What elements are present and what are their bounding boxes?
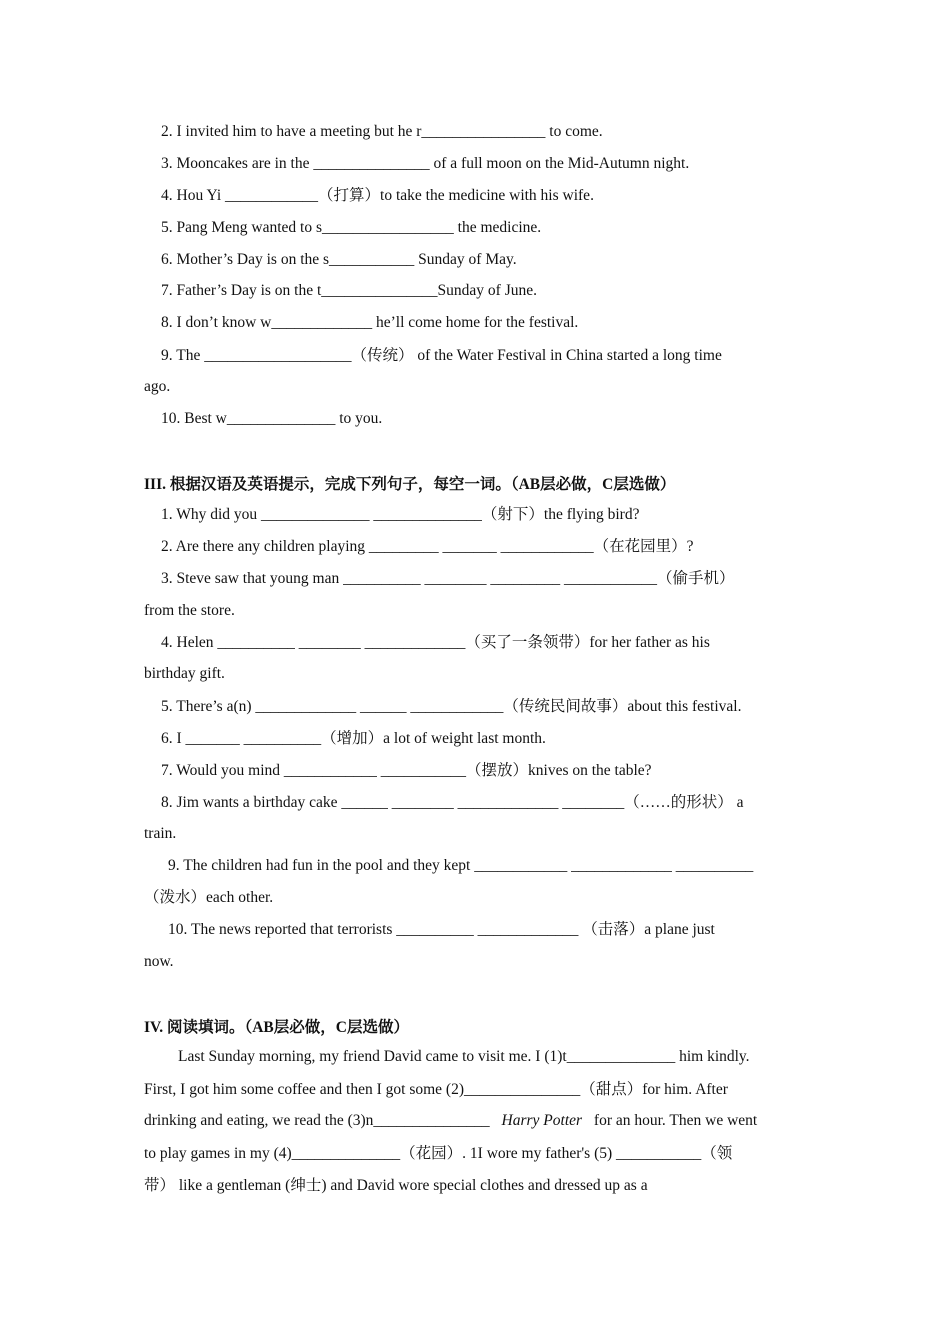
section3-item-9-continued: （泼水）each other. (144, 889, 274, 906)
section-3-heading: III. 根据汉语及英语提示，完成下列句子，每空一词。（AB层必做，C层选做） (144, 476, 676, 493)
section3-item-7: 7. Would you mind ____________ ___________（摆放）knives on the table? (161, 762, 652, 779)
passage-line-1: Last Sunday morning, my friend David came to visit me. I (1)t______________ him kindly. (178, 1048, 750, 1065)
exercise-item-6: 6. Mother’s Day is on the s___________ Sunday of May. (161, 251, 517, 268)
section3-item-10-continued: now. (144, 953, 174, 970)
section3-item-3: 3. Steve saw that young man __________ ________ _________ ____________（偷手机） (161, 570, 735, 587)
section-4-heading: IV. 阅读填词。（AB层必做，C层选做） (144, 1019, 409, 1036)
exercise-item-4: 4. Hou Yi ____________（打算）to take the medicine with his wife. (161, 187, 594, 204)
section3-item-3-continued: from the store. (144, 602, 235, 619)
section3-item-2: 2. Are there any children playing _________ _______ ____________（在花园里）? (161, 538, 694, 555)
exercise-item-8: 8. I don’t know w_____________ he’ll come home for the festival. (161, 314, 579, 331)
section3-item-10: 10. The news reported that terrorists __________ _____________ （击落）a plane just (168, 921, 715, 938)
section3-item-4: 4. Helen __________ ________ _____________（买了一条领带）for her father as his (161, 634, 710, 651)
exercise-item-5: 5. Pang Meng wanted to s_________________ the medicine. (161, 219, 542, 236)
passage-line-3 (144, 1111, 757, 1131)
section3-item-1: 1. Why did you ______________ ______________（射下）the flying bird? (161, 506, 640, 523)
passage-line-5: 带） like a gentleman (绅士) and David wore special clothes and dressed up as a (144, 1177, 648, 1194)
passage-line-4: to play games in my (4)______________（花园）. 1I wore my father's (5) ___________（领 (144, 1145, 733, 1162)
passage-line-2: First, I got him some coffee and then I got some (2)_______________（甜点）for him. After (144, 1081, 728, 1098)
section3-item-6: 6. I _______ __________（增加）a lot of weight last month. (161, 730, 546, 747)
exercise-item-9: 9. The ___________________（传统） of the Water Festival in China started a long time (161, 347, 722, 364)
exercise-item-10: 10. Best w______________ to you. (161, 410, 383, 427)
book-title: Harry Potter (501, 1112, 583, 1129)
exercise-item-9-continued: ago. (144, 378, 171, 395)
section3-item-8-continued: train. (144, 825, 177, 842)
passage-line-3-text: drinking and eating, we read the (3)n_______________ (144, 1112, 490, 1129)
section3-item-8: 8. Jim wants a birthday cake ______ ________ _____________ ________（……的形状） a (161, 794, 744, 811)
exercise-item-3: 3. Mooncakes are in the _______________ of a full moon on the Mid-Autumn night. (161, 155, 690, 172)
section3-item-9: 9. The children had fun in the pool and they kept ____________ _____________ __________ (168, 857, 754, 874)
passage-line-3-end: for an hour. Then we went (593, 1112, 758, 1129)
section3-item-4-continued: birthday gift. (144, 665, 225, 682)
section3-item-5: 5. There’s a(n) _____________ ______ ____________（传统民间故事）about this festival. (161, 698, 742, 715)
exercise-item-2: 2. I invited him to have a meeting but he r________________ to come. (161, 123, 603, 140)
exercise-item-7: 7. Father’s Day is on the t_______________Sunday of June. (161, 282, 537, 299)
